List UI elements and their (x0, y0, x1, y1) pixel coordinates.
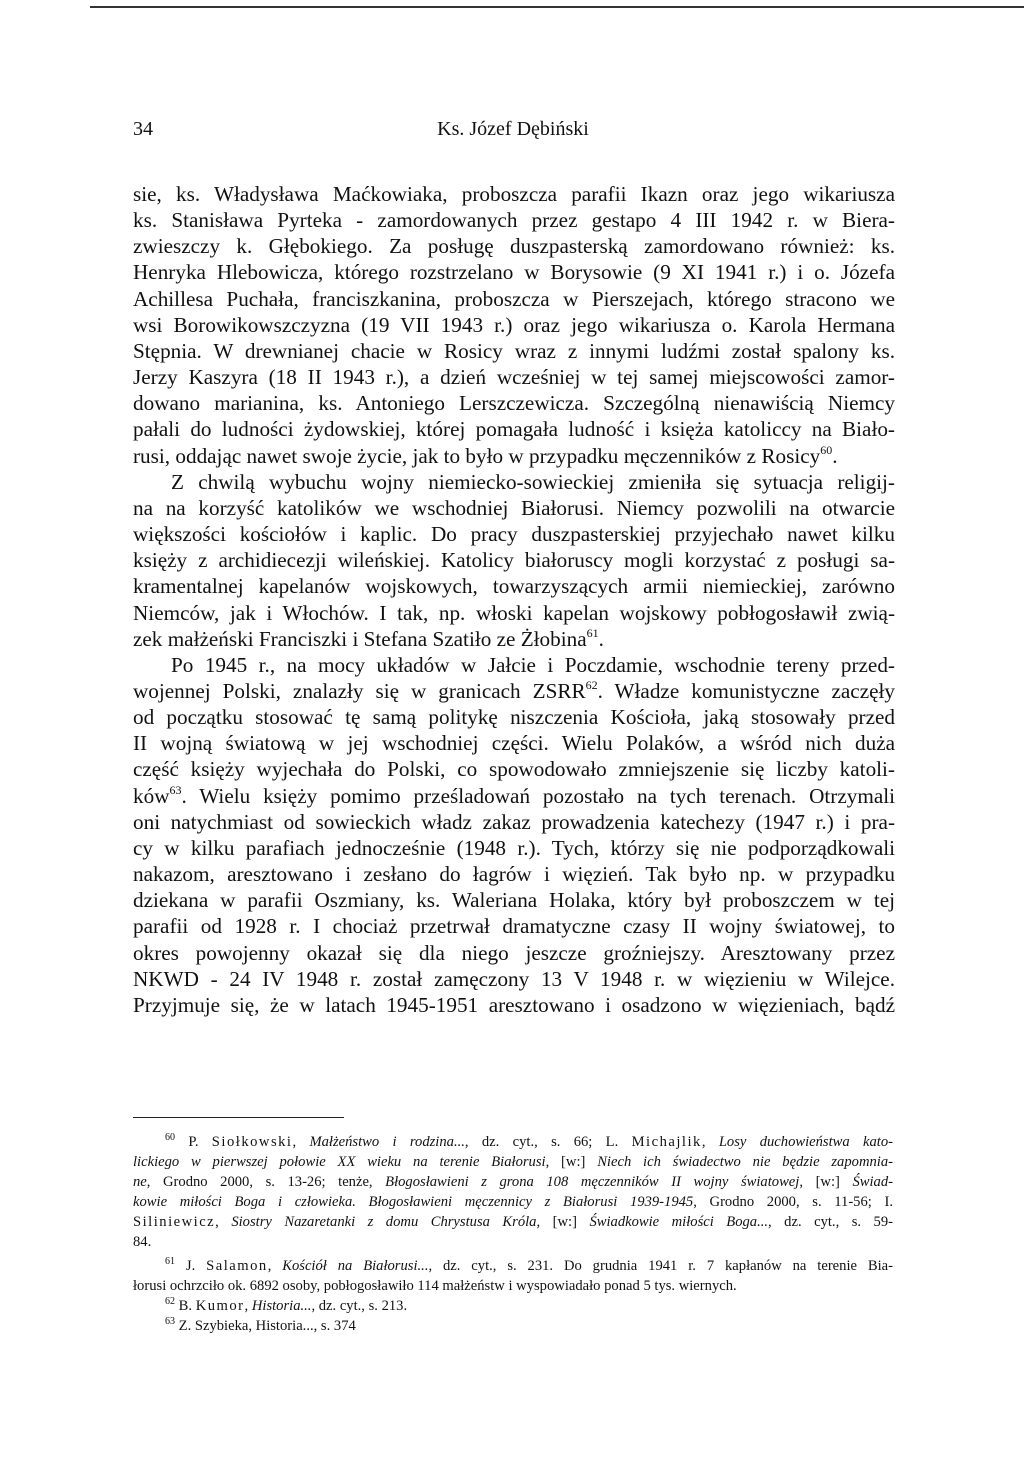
footnote-ref[interactable]: 63 (169, 782, 182, 797)
body-line: sie, ks. Władysława Maćkowiaka, proboszcza parafii Ikazn oraz jego wikariusza (133, 182, 895, 206)
footnote-60-line: lickiego w pierwszej połowie XX wieku na terenie Białorusi, [w:] Niech ich świadectwo nie będzie zapomnia- (133, 1154, 893, 1170)
body-line: nakazom, aresztowano i zesłano do łagrów i więzień. Tak było np. w przypadku (133, 862, 895, 887)
footnote-63: $^{63}$ Z. Szybieka, Historia..., s. 374 (165, 1316, 356, 1334)
page-header (133, 118, 893, 142)
body-line: zek małżeński Franciszki i Stefana Szatiło ze Żłobina$^{61}$. (133, 625, 604, 651)
body-line: rusi, oddając nawet swoje życie, jak to było w przypadku męczenników z Rosicy$^{60}$. (133, 442, 838, 468)
body-text (133, 181, 895, 1018)
body-line: Niemców, jak i Włochów. I tak, np. włoski kapelan wojskowy pobłogosławił zwią- (133, 600, 895, 625)
body-line: wojennej Polski, znalazły się w granicach ZSRR$^{62}$. Władze komunistyczne zaczęły (133, 677, 895, 703)
footnote-separator (133, 1117, 344, 1118)
footnote-60: $^{60}$ P. Siołkowski, Małżeństwo i rodzina..., dz. cyt., s. 66; L. Michajlik, Losy duchowieństwa kato- (165, 1132, 894, 1150)
footnote-61: $^{61}$ J. Salamon, Kościół na Białorusi..., dz. cyt., s. 231. Do grudnia 1941 r. 7 kapłanów na terenie Bia- (165, 1256, 893, 1274)
body-line: od początku stosować tę samą politykę niszczenia Kościoła, jaką stosowały przed (133, 705, 895, 730)
body-line: cy w kilku parafiach jednocześnie (1948 r.). Tych, którzy się nie podporządkowali (133, 835, 895, 860)
body-line: Stępnia. W drewnianej chacie w Rosicy wraz z innymi ludźmi został spalony ks. (133, 338, 895, 363)
body-line: pałali do ludności żydowskiej, której pomagała ludność i księża katoliccy na Biało- (133, 417, 895, 442)
body-line: Z chwilą wybuchu wojny niemiecko-sowieckiej zmieniła się sytuacja religij- (171, 469, 895, 494)
body-line: ks. Stanisława Pyrteka - zamordowanych przez gestapo 4 III 1942 r. w Biera- (133, 208, 895, 233)
body-line: Przyjmuje się, że w latach 1945-1951 aresztowano i osadzono w więzieniach, bądź (133, 992, 895, 1017)
footnote-number: 60 (165, 1132, 175, 1144)
body-line: księży z archidiecezji wileńskiej. Katolicy białoruscy mogli korzystać z posługi sa- (133, 548, 895, 573)
footnote-number: 61 (165, 1256, 175, 1268)
body-line: parafii od 1928 r. I chociaż przetrwał dramatyczne czasy II wojny światowej, to (133, 914, 895, 939)
body-line: dziekana w parafii Oszmiany, ks. Waleriana Holaka, który był proboszczem w tej (133, 888, 895, 913)
footnote-61-line: łorusi ochrzciło ok. 6892 osoby, pobłogosławiło 114 małżeństw i wyspowiadało ponad 5 tys. wiernych. (133, 1278, 737, 1294)
body-line: zwieszczy k. Głębokiego. Za posługę duszpasterską zamordowano również: ks. (133, 234, 895, 259)
footnote-number: 62 (165, 1296, 175, 1308)
body-line: na na korzyść katolików we wschodniej Białorusi. Niemcy pozwolili na otwarcie (133, 495, 895, 520)
body-line: Po 1945 r., na mocy układów w Jałcie i Poczdamie, wschodnie tereny przed- (171, 652, 895, 677)
running-head: Ks. Józef Dębiński (437, 118, 589, 140)
body-line: okres powojenny okazał się dla niego jeszcze groźniejszy. Aresztowany przez (133, 940, 895, 965)
top-edge-rule (90, 6, 1024, 8)
footnote-62: $^{62}$ B. Kumor, Historia..., dz. cyt., s. 213. (165, 1296, 408, 1314)
footnote-ref[interactable]: 60 (820, 442, 833, 457)
footnote-ref[interactable]: 61 (586, 625, 599, 640)
body-line: część księży wyjechała do Polski, co spowodowało zmniejszenie się liczby katoli- (133, 757, 895, 782)
body-line: NKWD - 24 IV 1948 r. został zamęczony 13 V 1948 r. w więzieniu w Wilejce. (133, 966, 895, 991)
footnote-ref[interactable]: 62 (585, 677, 598, 692)
body-line: II wojną światową w jej wschodniej części. Wielu Polaków, a wśród nich duża (133, 731, 895, 756)
footnote-number: 63 (165, 1316, 175, 1328)
body-line: Henryka Hlebowicza, którego rozstrzelano w Borysowie (9 XI 1941 r.) i o. Józefa (133, 260, 895, 285)
page-number: 34 (133, 118, 153, 140)
body-line: Achillesa Puchała, franciszkanina, proboszcza w Pierszejach, którego stracono we (133, 286, 895, 311)
footnote-60-line: kowie miłości Boga i człowieka. Błogosławieni męczennicy z Białorusi 1939-1945, Grodno 2000, s. 11-56; I. (133, 1194, 893, 1210)
body-line: ków$^{63}$. Wielu księży pomimo prześladowań pozostało na tych terenach. Otrzymali (133, 782, 895, 808)
footnote-60-line: ne, Grodno 2000, s. 13-26; tenże, Błogosławieni z grona 108 męczenników II wojny światowej, [w:] Świad- (133, 1174, 893, 1190)
body-line: Jerzy Kaszyra (18 II 1943 r.), a dzień wcześniej w tej samej miejscowości zamor- (133, 365, 895, 390)
footnote-60-line: 84. (133, 1234, 152, 1250)
body-line: większości kościołów i kaplic. Do pracy duszpasterskiej przyjechało nawet kilku (133, 522, 895, 547)
footnotes (133, 1132, 893, 1336)
body-line: dowano marianina, ks. Antoniego Lerszczewicza. Szczególną nienawiścią Niemcy (133, 391, 895, 416)
body-line: wsi Borowikowszczyzna (19 VII 1943 r.) oraz jego wikariusza o. Karola Hermana (133, 312, 895, 337)
body-line: oni natychmiast od sowieckich władz zakaz prowadzenia katechezy (1947 r.) i pra- (133, 809, 895, 834)
body-line: kramentalnej kapelanów wojskowych, towarzyszących armii niemieckiej, zarówno (133, 574, 895, 599)
footnote-60-line: Siliniewicz, Siostry Nazaretanki z domu Chrystusa Króla, [w:] Świadkowie miłości Boga..., dz. cyt., s. 59- (133, 1214, 893, 1230)
